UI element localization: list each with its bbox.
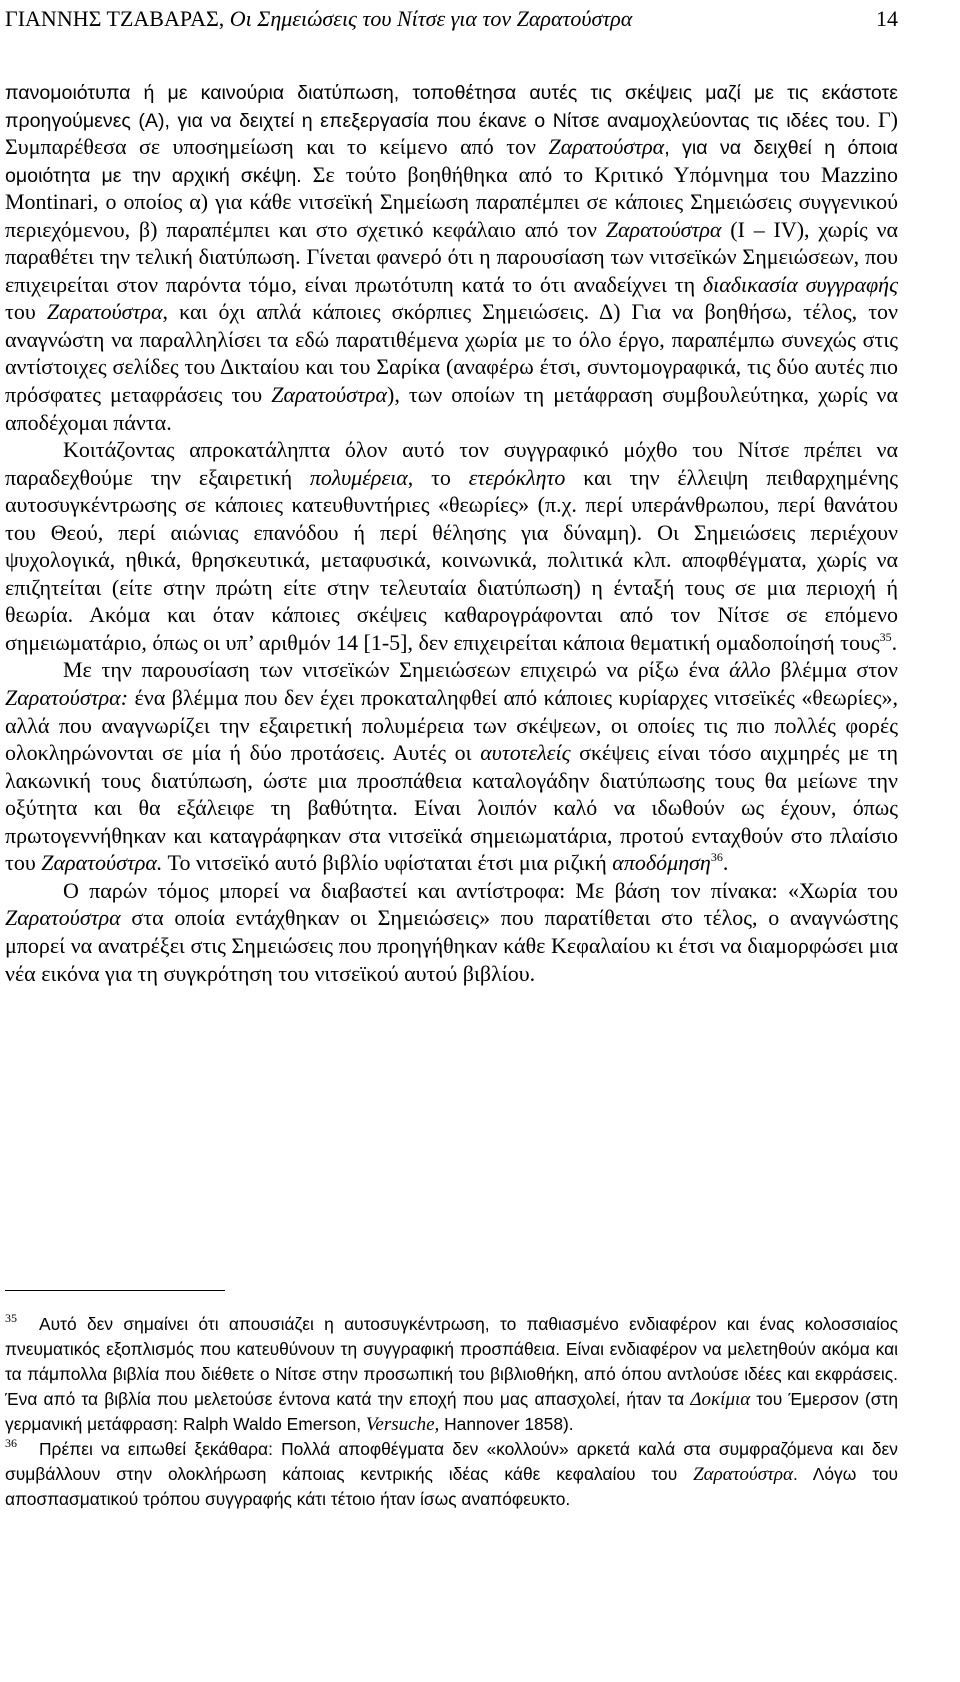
text-run: του Έμερσον (στη γερμανική μετάφραση: Ralph Waldo Emerson,	[5, 1389, 898, 1434]
paragraph-4	[5, 878, 898, 988]
italic-word: άλλο	[729, 657, 771, 683]
text-run: Hannover 1858).	[439, 1414, 574, 1434]
text-run: στα οποία εντάχθηκαν οι Σημειώσεις» που παρατίθεται στο τέλος, ο αναγνώστης μπορεί να ανατρέξει στις Σημειώσεις που προηγήθηκαν κάθε Κεφαλαίου κι έτσι να διαμορφώσει μια νέα εικόνα για τη συγκρότηση του νιτσεϊκού αυτού βιβλίου.	[5, 905, 898, 986]
italic-word: ετερόκλητο	[468, 464, 566, 490]
text-run: βλέμμα στον	[770, 657, 898, 683]
header-book-title: Οι Σημειώσεις του Νίτσε για τον Ζαρατούστρα	[229, 6, 633, 31]
page-number: 14	[876, 6, 898, 31]
text-run: Ο παρών τόμος μπορεί να διαβαστεί και αντίστροφα: Με βάση τον πίνακα: «Χωρία του	[63, 877, 898, 903]
footnote-separator	[5, 1290, 225, 1291]
paragraph-1	[5, 80, 898, 437]
text-run: Αυτό δεν σημαίνει ότι απουσιάζει η αυτοσυγκέντρωση, το παθιασμένο ενδιαφέρον και ένας κολοσσιαίος πνευματικός εξοπλισμός που κατευθύνουν τη συγγραφική προσπάθεια. Είναι ενδιαφέρον να μελετηθούν ακόμα και τα πάμπολλα βιβλία που διέθετε ο Νίτσε στην προσωπική του βιβλιοθήκη, από όπου αντλούσε ιδέες και εκφράσεις. Ένα από τα βιβλία που μελετούσε έντονα κατά την εποχή που μας απασχολεί, ήταν τα	[5, 1314, 898, 1409]
italic-phrase: διαδικασία συγγραφής	[702, 271, 899, 297]
italic-word: πολυμέρεια	[309, 464, 408, 490]
italic-word: αποδόμηση	[612, 850, 711, 876]
italic-title: Ζαρατούστρα	[5, 905, 121, 931]
footnote-number: 35	[5, 1311, 17, 1325]
text-run: Κοιτάζοντας απροκατάληπτα όλον αυτό τον συγγραφικό μόχθο του Νίτσε πρέπει να παραδεχθούμε την εξαιρετική	[5, 437, 898, 490]
header-title	[5, 4, 632, 34]
running-header	[5, 4, 898, 34]
italic-title: Ζαρατούστρα	[548, 134, 665, 160]
text-run: ), των οποίων τη μετάφραση συμβουλεύτηκα, χωρίς να αποδέχομαι πάντα.	[5, 382, 899, 435]
text-run: Πρέπει να ειπωθεί ξεκάθαρα: Πολλά αποφθέγματα δεν «κολλούν» αρκετά καλά στα συμφραζόμενα και δεν συμβάλλουν στην ολοκλήρωση κάποιας κεντρικής ιδέας κάθε κεφαλαίου του	[5, 1439, 898, 1484]
text-run: , για να δειχθεί η όποια ομοιότητα με την αρχική σκέψη.	[5, 137, 898, 187]
italic-title: Δοκίμια	[690, 1389, 751, 1410]
header-author: ΓΙΑΝΝΗΣ ΤΖΑΒΑΡΑΣ,	[5, 6, 230, 31]
text-run: του	[5, 299, 47, 325]
text-run: Σε τούτο βοηθήθηκα από το Κριτικό Υπόμνημα του Mazzino Montinari, ο οποίος α) για κάθε νιτσεϊκή Σημείωση παραπέμπει σε κάποιες Σημειώσεις συγγενικού περιεχόμενου, β) παραπέμπει και στο σχετικό κεφάλαιο από τον	[5, 161, 898, 242]
footnote-35	[5, 1312, 898, 1437]
italic-title: Ζαρατούστρα	[605, 216, 722, 242]
text-run: Οι Σημειώσεις περιέχουν ψυχολογικά, ηθικά, θρησκευτικά, μεταφυσικά, κοινωνικά, πολιτικά κλπ. αποφθέγματα, χωρίς να επιζητείται (είτε στην πρώτη είτε στην τελευταία διατύπωση) η ένταξή τους σε μια περιοχή ή θεωρία.	[5, 519, 898, 628]
text-run: πανομοιότυπα ή με καινούρια διατύπωση, τοποθέτησα αυτές τις σκέψεις μαζί με τις εκάστοτε προηγούμενες (Α), για να δειχτεί η επεξεργασία που έκανε ο Νίτσε αναμοχλεύοντας τις ιδέες του.	[5, 82, 898, 132]
paragraph-2	[5, 437, 898, 657]
text-run: σκέψεις είναι τόσο αιχμηρές με τη λακωνική τους διατύπωση, ώστε μια προσπάθεια καταλογάδην διατύπωσης τους θα μείωνε την οξύτητα και θα εξάλειφε τη βαθύτητα.	[5, 740, 898, 821]
text-run: Ακόμα και όταν κάποιες σκέψεις καθαρογράφονται από τον Νίτσε σε επόμενο σημειωματάριο, όπως οι υπ’ αριθμόν 14 [1-5], δεν επιχειρείται κάποια θεματική ομαδοποίησή τους	[5, 602, 898, 655]
text-run: και την έλλειψη πειθαρχημένης αυτοσυγκέντρωσης σε κάποιες κατευθυντήριες «θεωρίες» (π.χ. περί υπεράνθρωπου, περί θανάτου του Θεού, περί αιώνιας επανόδου ή περί θέλησης για δύναμη).	[5, 464, 898, 545]
italic-title: Versuche,	[365, 1414, 440, 1435]
text-run: Με την παρουσίαση των νιτσεϊκών Σημειώσεων επιχειρώ να ρίξω ένα	[63, 657, 730, 683]
text-run: Είναι λοιπόν καλό να ιδωθούν ως έχουν, όπως πρωτογεννήθηκαν και καταγράφηκαν στα νιτσεϊκά σημειωματάρια, προτού ενταχθούν στο πλαίσιο του	[5, 795, 898, 876]
footnote-36	[5, 1437, 898, 1512]
text-run: Δ) Για να βοηθήσω, τέλος, τον αναγνώστη να παραλληλίσει τα εδώ παρατιθέμενα χωρία με το όλο έργο, παραπέμπω συνεχώς στις αντίστοιχες σελίδες του Δικταίου και του Σαρίκα (αναφέρω έτσι, συντομογραφικά, τις δύο αυτές πιο πρόσφατες μεταφράσεις του	[5, 299, 899, 408]
italic-title: Ζαρατούστρα.	[41, 850, 163, 876]
text-run: , το	[407, 464, 469, 490]
text-run: (Ι – ΙV), χωρίς να παραθέτει την τελική διατύπωση.	[5, 216, 898, 270]
text-run: .	[891, 629, 898, 655]
footnote-number: 36	[5, 1436, 17, 1450]
text-run: .	[722, 850, 729, 876]
text-run: Το νιτσεϊκό αυτό βιβλίο υφίσταται έτσι μια ριζική	[162, 850, 613, 876]
text-run: , και όχι απλά κάποιες σκόρπιες Σημειώσεις.	[162, 299, 599, 325]
text-run: ένα βλέμμα που δεν έχει προκαταληφθεί από κάποιες κυρίαρχες νιτσεϊκές «θεωρίες», αλλά που αναγνωρίζει την εξαιρετική πολυμέρεια των σκέψεων, οι οποίες τις πιο πολλές φορές ολοκληρώνονται σε μία ή δύο προτάσεις.	[5, 685, 898, 766]
italic-title: Ζαρατούστρα	[271, 382, 387, 408]
text-run: Αυτές οι	[392, 740, 481, 766]
footnote-ref-36[interactable]: 36	[710, 850, 723, 865]
footnote-ref-35[interactable]: 35	[879, 629, 892, 644]
body-text	[5, 80, 898, 988]
text-run: Γ) Συμπαρέθεσα σε υποσημείωση και το κείμενο από τον	[5, 106, 898, 160]
text-run: . Λόγω του αποσπασματικού τρόπου συγγραφής κάτι τέτοιο ήταν ίσως αναπόφευκτο.	[5, 1464, 899, 1509]
text-run: Γίνεται φανερό ότι η παρουσίαση των νιτσεϊκών Σημειώσεων, που επιχειρείται στον παρόντα τόμο, είναι πρωτότυπη κατά το ότι αναδείχνει τη	[5, 244, 898, 297]
italic-title: Ζαρατούστρα	[46, 299, 163, 325]
paragraph-3	[5, 657, 898, 877]
footnotes	[5, 1312, 898, 1512]
italic-title: Ζαρατούστρα	[693, 1464, 794, 1485]
italic-title: Ζαρατούστρα:	[5, 685, 129, 711]
italic-word: αυτοτελείς	[480, 740, 571, 766]
